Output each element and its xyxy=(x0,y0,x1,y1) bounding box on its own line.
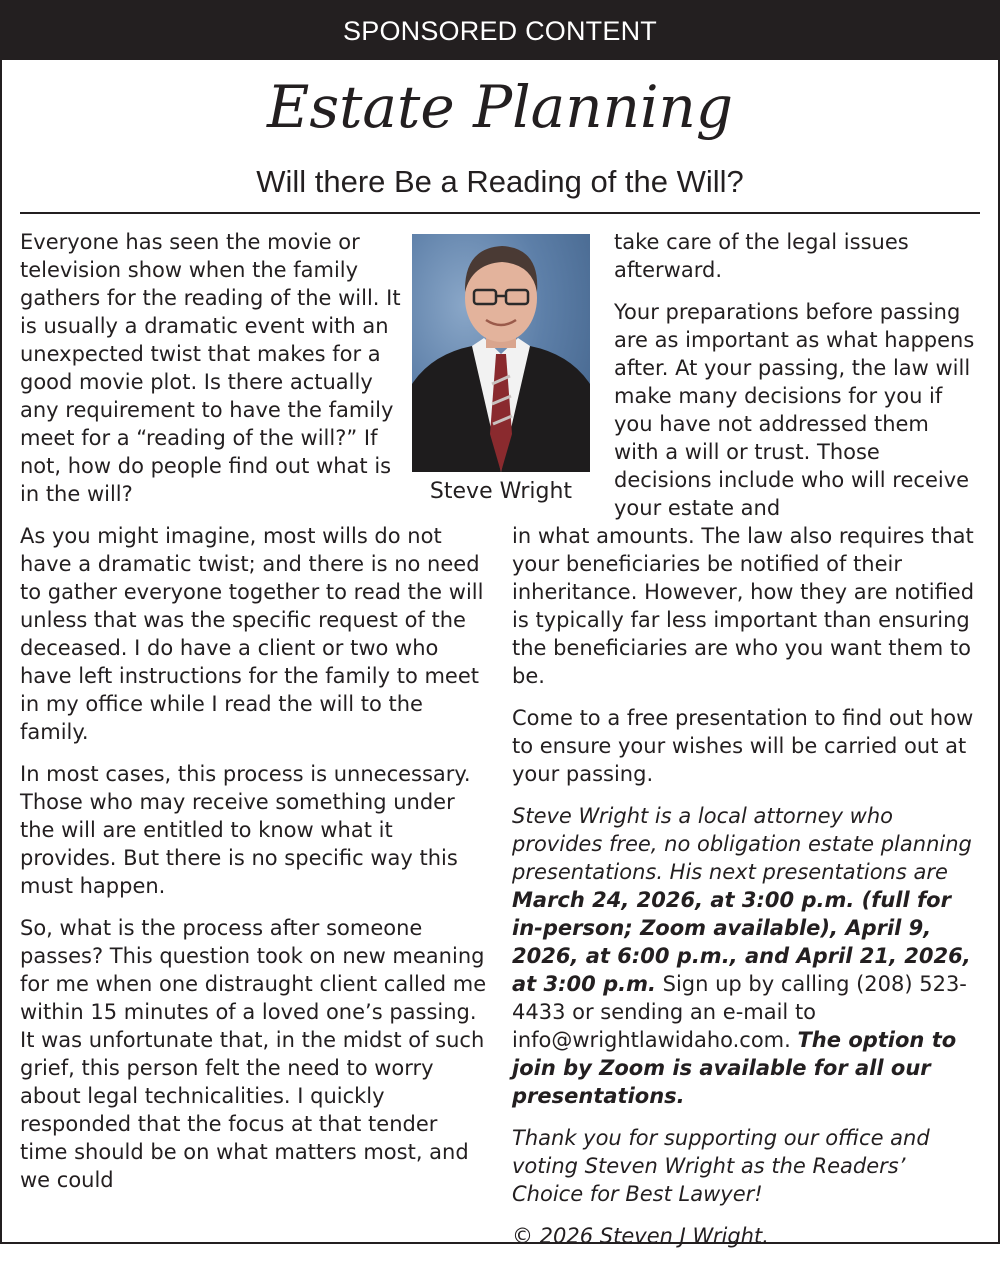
article-title: Estate Planning xyxy=(267,73,733,141)
right-paragraph-3: Come to a free presentation to find out how to ensure your wishes will be carried out at your passing. xyxy=(512,706,974,786)
left-paragraph-3: In most cases, this process is unnecessary. Those who may receive something under the will are entitled to know what it provides. But there is no specific way this must happen. xyxy=(20,762,471,898)
left-paragraph-2: As you might imagine, most wills do not have a dramatic twist; and there is no need to gather everyone together to read the will unless that was the specific request of the deceased. I do have a client or two who have left instructions for the family to meet in my office while I read the will to the family. xyxy=(20,524,484,744)
left-paragraph-4: So, what is the process after someone passes? This question took on new meaning for me when one distraught client called me within 15 minutes of a loved one’s passing. It was unfortunate that, in the midst of such grief, this person felt the need to worry about legal technicalities. I quickly responded that the focus at that tender time should be on what matters most, and we could xyxy=(20,916,487,1192)
sponsored-banner: SPONSORED CONTENT xyxy=(2,2,998,60)
photo-caption: Steve Wright xyxy=(429,479,573,504)
right-paragraph-2-cont: in what amounts. The law also requires that your beneficiaries be notified of their inheritance. However, how they are notified is typically far less important than ensuring the beneficiaries are who you want them to be. xyxy=(512,524,975,688)
left-paragraph-1: Everyone has seen the movie or television show when the family gathers for the reading of the will. It is usually a dramatic event with an unexpected twist that makes for a good movie plot. Is there actually any requirement to have the family meet for a “reading of the will?” If not, how do people find out what is in the will? xyxy=(20,230,401,506)
signup-text: Sign up by calling (208) 523-4433 or sending an e-mail to info@wrightlawidaho.com. xyxy=(512,972,967,1052)
right-paragraph-2 xyxy=(512,298,980,522)
copyright-line: © 2026 Steven J Wright. xyxy=(512,1224,769,1248)
right-paragraph-2-wrap: Your preparations before passing are as important as what happens after. At your passing, the law will make many decisions for you if you have not addressed them with a will or trust. Those decisions include who will receive your estate and xyxy=(614,300,975,520)
right-column xyxy=(512,228,980,1264)
presentation-dates: March 24, 2026, at 3:00 p.m. (full for in-person; Zoom available), April 9, 2026, at 6:00 p.m., and April 21, 2026, at 3:00 p.m. xyxy=(512,888,971,996)
right-paragraph-1: take care of the legal issues afterward. xyxy=(614,230,909,282)
bio-text: Steve Wright is a local attorney who provides free, no obligation estate planning presentations. His next presentations are xyxy=(512,804,972,884)
right-paragraph-4 xyxy=(512,802,980,1110)
article-subtitle: Will there Be a Reading of the Will? xyxy=(256,164,744,199)
left-column xyxy=(20,228,490,1208)
thank-you-note: Thank you for supporting our office and voting Steven Wright as the Readers’ Choice for Best Lawyer! xyxy=(512,1126,930,1206)
zoom-note: The option to join by Zoom is available for all our presentations. xyxy=(512,1028,957,1108)
divider-rule xyxy=(20,212,980,214)
